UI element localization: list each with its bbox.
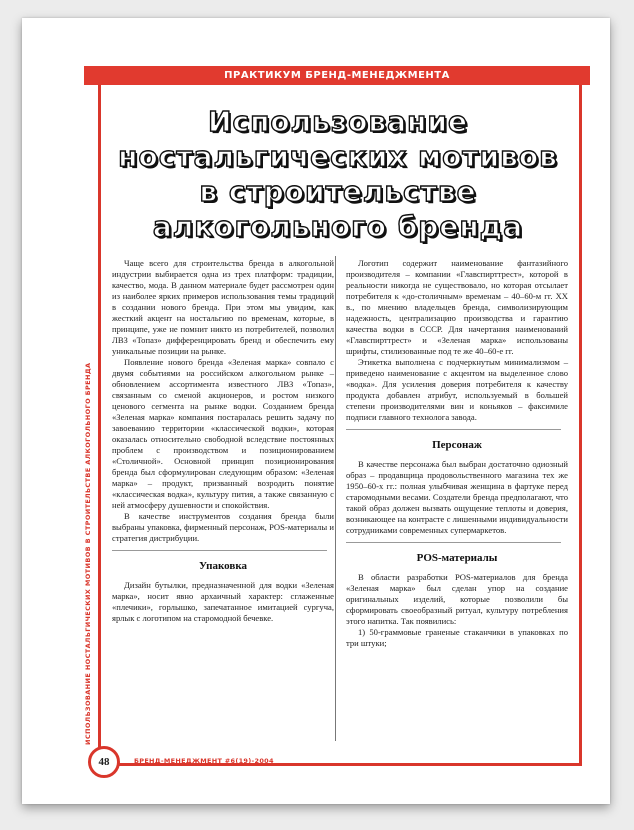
title-line-1: Использование (208, 105, 468, 138)
section-heading-pos: POS-материалы (416, 552, 498, 564)
article-title (100, 104, 576, 244)
section-heading-persona: Персонаж (432, 439, 482, 451)
divider (346, 429, 561, 430)
paragraph: В области разработки POS-материалов для бренда «Зеленая марка» был сделан упор на создание оригинальных изделий, которые позволили бы сформировать своеобразный ритуал, культуру потребления этого напитка. Так появились: (346, 572, 568, 626)
paragraph: Чаще всего для строительства бренда в алкогольной индустрии выбирается одна из трех платформ: традиции, качество, мода. В данном материале будет рассмотрен один из наиболее ярких примеров использования темы традиций в создании нового бренда. При этом мы увидим, как жесткий акцент на ностальгию по временам, которые, в принципе, уже не помнит никто из потребителей, позволил ЛВЗ «Топаз» дифференцировать бренд и обеспечить ему уникальные позиции на рынке. (112, 258, 334, 356)
title-line-2: ностальгических мотивов (118, 140, 558, 173)
paragraph: 1) 50-граммовые граненые стаканчики в упаковках по три штуки; (346, 627, 568, 648)
column-rule (335, 256, 336, 741)
paragraph: Этикетка выполнена с подчеркнутым минимализмом – приведено наименование с акцентом на выделенное слово «водка». Для усиления доверия потребителя к качеству продукта добавлен атрибут, используемый в большей степени производителями вин и коньяков – факсимиле подписи главного технолога завода. (346, 357, 568, 422)
paragraph: Появление нового бренда «Зеленая марка» совпало с двумя событиями на российском алкогольном рынке – обновлением ассортимента известного ЛВЗ «Топаз», связанным со сменой акционеров, и ростом низкого ценового сегмента на рынке водки. Созданием бренда «Зеленая марка» компания постаралась решить задачу по завоеванию территории «классической водки», которая оказалась относительно свободной вследствие постоянных проблем с производством и позиционированием «Столичной». Основной принцип позиционирования бренда был сформулирован следующим образом: «Зеленая марка» – продукт, призванный возродить понятие «классическая водка», культуру пития, а также связанную с ней атмосферу душевности и спокойствия. (112, 357, 334, 510)
article-body (112, 258, 572, 649)
paragraph: Дизайн бутылки, предназначенной для водки «Зеленая марка», носит явно архаичный характер: сглаженные «плечики», горлышко, запечатанное имитацией сургуча, ярлык с логотипом на старомодной бечевке. (112, 580, 334, 623)
rubric-bar (84, 66, 590, 85)
footer-issue: БРЕНД-МЕНЕДЖМЕНТ #6(19)-2004 (134, 757, 274, 765)
paragraph: В качестве инструментов создания бренда были выбраны упаковка, фирменный персонаж, POS-материалы и стратегия дистрибуции. (112, 511, 334, 543)
divider (346, 542, 561, 543)
divider (112, 550, 327, 551)
paragraph: В качестве персонажа был выбран достаточно одиозный образ – продавщица продовольственного магазина тех же 1950–60-х гг.: полная улыбчивая женщина в фартуке перед старомодными весами. Создатели бренда предполагают, что такой образ должен вызвать ощущение теплоты и доверия, возникающее на контрасте с лишенными индивидуальности сотрудниками современных супермаркетов. (346, 459, 568, 535)
right-column (346, 258, 568, 649)
paragraph: Логотип содержит наименование фантазийного производителя – компании «Главспирттрест», которой в реальности никогда не существовало, но которая отсылает потребителя к «до-столичным» временам – 40–60-м гг. XX в., по мнению владельцев бренда, символизирующим надежность, централизацию производства и гарантию качества водки в СССР. Для начертания наименований «Главспирттрест» и «Зеленая марка» использованы шрифты, стилизованные под те же 40–60-е гг. (346, 258, 568, 356)
rubric-label: ПРАКТИКУМ БРЕНД-МЕНЕДЖМЕНТА (224, 70, 450, 81)
magazine-page (22, 18, 610, 804)
title-line-3: в строительстве (199, 175, 477, 208)
section-heading-packaging: Упаковка (198, 560, 248, 572)
title-line-4: алкогольного бренда (152, 210, 524, 243)
side-running-title: ИСПОЛЬЗОВАНИЕ НОСТАЛЬГИЧЕСКИХ МОТИВОВ В СТРОИТЕЛЬСТВЕ АЛКОГОЛЬНОГО БРЕНДА (84, 362, 92, 745)
left-column (112, 258, 334, 649)
page-number: 48 (88, 746, 120, 778)
